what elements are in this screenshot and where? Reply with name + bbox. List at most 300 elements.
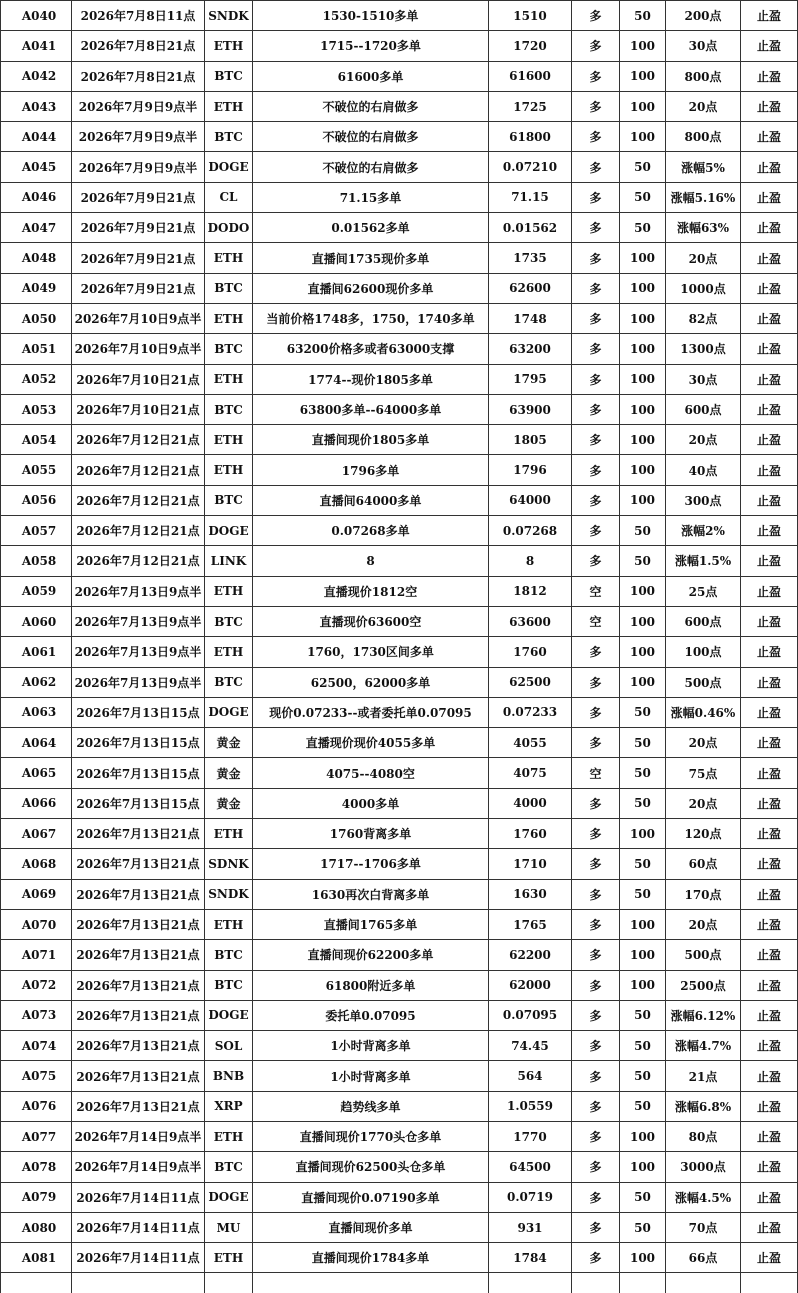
trade-description-cell: 直播间现价62500头仓多单	[253, 1152, 489, 1182]
trade-description-cell: 直播间现价1770头仓多单	[253, 1121, 489, 1151]
trade-symbol-cell: BNB	[205, 1061, 253, 1091]
trade-result-cell: 止盈	[741, 303, 798, 333]
trade-id-cell: A074	[1, 1031, 72, 1061]
trade-price-cell: 61600	[489, 61, 572, 91]
trade-date-cell: 2026年7月10日21点	[72, 394, 205, 424]
trade-direction-cell: 多	[572, 61, 620, 91]
trade-direction-cell: 多	[572, 364, 620, 394]
table-row	[1, 364, 798, 394]
trade-symbol-cell: ETH	[205, 637, 253, 667]
trade-price-cell: 1720	[489, 31, 572, 61]
trade-quantity-cell: 100	[620, 334, 666, 364]
trade-description-cell: 直播间62600现价多单	[253, 273, 489, 303]
trade-quantity-cell: 50	[620, 1182, 666, 1212]
trade-id-cell: A049	[1, 273, 72, 303]
trade-quantity-cell: 100	[620, 485, 666, 515]
trade-price-cell: 931	[489, 1212, 572, 1242]
trade-price-cell: 61800	[489, 122, 572, 152]
trade-symbol-cell: ETH	[205, 576, 253, 606]
trade-id-cell: A056	[1, 485, 72, 515]
trade-quantity-cell: 100	[620, 303, 666, 333]
trade-profit-cell: 涨幅2%	[666, 516, 741, 546]
trade-price-cell: 0.07233	[489, 697, 572, 727]
trade-id-cell: A071	[1, 940, 72, 970]
trade-symbol-cell: DOGE	[205, 516, 253, 546]
trade-description-cell: 不破位的右肩做多	[253, 152, 489, 182]
empty-cell	[620, 1273, 666, 1293]
trade-profit-cell: 300点	[666, 485, 741, 515]
table-row	[1, 1, 798, 31]
trade-profit-cell: 2500点	[666, 970, 741, 1000]
trade-id-cell: A055	[1, 455, 72, 485]
table-row	[1, 697, 798, 727]
trade-description-cell: 1630再次白背离多单	[253, 879, 489, 909]
trade-date-cell: 2026年7月14日11点	[72, 1212, 205, 1242]
trade-symbol-cell: DOGE	[205, 697, 253, 727]
trade-result-cell: 止盈	[741, 667, 798, 697]
trade-quantity-cell: 100	[620, 455, 666, 485]
trade-quantity-cell: 50	[620, 1061, 666, 1091]
trade-direction-cell: 多	[572, 546, 620, 576]
trade-direction-cell: 多	[572, 122, 620, 152]
trade-result-cell: 止盈	[741, 758, 798, 788]
trade-direction-cell: 空	[572, 606, 620, 636]
table-row	[1, 485, 798, 515]
trade-date-cell: 2026年7月14日9点半	[72, 1152, 205, 1182]
trade-description-cell: 不破位的右肩做多	[253, 122, 489, 152]
trade-description-cell: 4000多单	[253, 788, 489, 818]
trade-price-cell: 62500	[489, 667, 572, 697]
trade-id-cell: A073	[1, 1000, 72, 1030]
trade-profit-cell: 20点	[666, 243, 741, 273]
trade-result-cell: 止盈	[741, 970, 798, 1000]
trade-id-cell: A042	[1, 61, 72, 91]
trade-symbol-cell: 黄金	[205, 728, 253, 758]
empty-cell	[666, 1273, 741, 1293]
trade-description-cell: 委托单0.07095	[253, 1000, 489, 1030]
trade-quantity-cell: 100	[620, 667, 666, 697]
trade-date-cell: 2026年7月8日11点	[72, 1, 205, 31]
trade-profit-cell: 40点	[666, 455, 741, 485]
trade-symbol-cell: BTC	[205, 667, 253, 697]
trade-description-cell: 1796多单	[253, 455, 489, 485]
trade-quantity-cell: 50	[620, 516, 666, 546]
trade-quantity-cell: 100	[620, 91, 666, 121]
trade-direction-cell: 多	[572, 667, 620, 697]
trade-date-cell: 2026年7月8日21点	[72, 31, 205, 61]
trade-quantity-cell: 50	[620, 213, 666, 243]
trade-profit-cell: 800点	[666, 61, 741, 91]
trade-profit-cell: 100点	[666, 637, 741, 667]
table-row	[1, 606, 798, 636]
trade-quantity-cell: 50	[620, 1212, 666, 1242]
trade-price-cell: 71.15	[489, 182, 572, 212]
trade-id-cell: A067	[1, 819, 72, 849]
trade-profit-cell: 21点	[666, 1061, 741, 1091]
trade-date-cell: 2026年7月13日21点	[72, 940, 205, 970]
trade-id-cell: A062	[1, 667, 72, 697]
trade-symbol-cell: BTC	[205, 970, 253, 1000]
trade-description-cell: 直播间1765多单	[253, 909, 489, 939]
trade-profit-cell: 20点	[666, 909, 741, 939]
trade-id-cell: A040	[1, 1, 72, 31]
trade-description-cell: 直播间现价1805多单	[253, 425, 489, 455]
trade-price-cell: 0.0719	[489, 1182, 572, 1212]
trade-price-cell: 1795	[489, 364, 572, 394]
table-row	[1, 455, 798, 485]
trade-date-cell: 2026年7月13日21点	[72, 819, 205, 849]
trade-quantity-cell: 50	[620, 182, 666, 212]
trade-quantity-cell: 100	[620, 576, 666, 606]
trade-symbol-cell: ETH	[205, 909, 253, 939]
trade-profit-cell: 500点	[666, 667, 741, 697]
trade-direction-cell: 空	[572, 576, 620, 606]
trade-profit-cell: 170点	[666, 879, 741, 909]
trade-quantity-cell: 100	[620, 1152, 666, 1182]
table-row	[1, 788, 798, 818]
trade-price-cell: 1735	[489, 243, 572, 273]
trade-date-cell: 2026年7月13日21点	[72, 1031, 205, 1061]
trade-profit-cell: 1000点	[666, 273, 741, 303]
trade-profit-cell: 20点	[666, 425, 741, 455]
table-row	[1, 31, 798, 61]
table-row	[1, 667, 798, 697]
trade-symbol-cell: ETH	[205, 31, 253, 61]
trade-price-cell: 1510	[489, 1, 572, 31]
trade-description-cell: 直播间现价62200多单	[253, 940, 489, 970]
trade-quantity-cell: 100	[620, 394, 666, 424]
trade-symbol-cell: MU	[205, 1212, 253, 1242]
trade-date-cell: 2026年7月13日21点	[72, 1091, 205, 1121]
trade-price-cell: 564	[489, 1061, 572, 1091]
trade-profit-cell: 涨幅5%	[666, 152, 741, 182]
trade-profit-cell: 60点	[666, 849, 741, 879]
trade-profit-cell: 66点	[666, 1243, 741, 1273]
trade-result-cell: 止盈	[741, 243, 798, 273]
trade-price-cell: 1812	[489, 576, 572, 606]
trade-direction-cell: 多	[572, 152, 620, 182]
trade-direction-cell: 多	[572, 819, 620, 849]
trade-profit-cell: 20点	[666, 728, 741, 758]
trade-symbol-cell: SNDK	[205, 1, 253, 31]
trade-id-cell: A059	[1, 576, 72, 606]
trade-id-cell: A053	[1, 394, 72, 424]
trade-description-cell: 趋势线多单	[253, 1091, 489, 1121]
trade-quantity-cell: 100	[620, 31, 666, 61]
trade-description-cell: 62500，62000多单	[253, 667, 489, 697]
trade-quantity-cell: 50	[620, 1, 666, 31]
trade-price-cell: 1765	[489, 909, 572, 939]
trade-id-cell: A066	[1, 788, 72, 818]
trade-date-cell: 2026年7月13日15点	[72, 697, 205, 727]
table-row	[1, 758, 798, 788]
trade-description-cell: 63200价格多或者63000支撑	[253, 334, 489, 364]
trade-profit-cell: 涨幅6.8%	[666, 1091, 741, 1121]
trade-profit-cell: 75点	[666, 758, 741, 788]
trade-id-cell: A075	[1, 1061, 72, 1091]
trade-result-cell: 止盈	[741, 1243, 798, 1273]
trade-result-cell: 止盈	[741, 1000, 798, 1030]
trade-direction-cell: 多	[572, 334, 620, 364]
trade-direction-cell: 多	[572, 273, 620, 303]
empty-cell	[1, 1273, 72, 1293]
trade-id-cell: A078	[1, 1152, 72, 1182]
trade-direction-cell: 多	[572, 788, 620, 818]
trade-direction-cell: 多	[572, 91, 620, 121]
trade-symbol-cell: ETH	[205, 819, 253, 849]
trade-symbol-cell: BTC	[205, 394, 253, 424]
trade-profit-cell: 涨幅6.12%	[666, 1000, 741, 1030]
table-row	[1, 1152, 798, 1182]
table-row	[1, 576, 798, 606]
trade-price-cell: 0.01562	[489, 213, 572, 243]
trade-result-cell: 止盈	[741, 637, 798, 667]
trade-date-cell: 2026年7月10日9点半	[72, 334, 205, 364]
trade-quantity-cell: 50	[620, 1000, 666, 1030]
trade-id-cell: A068	[1, 849, 72, 879]
trade-description-cell: 1717--1706多单	[253, 849, 489, 879]
trade-result-cell: 止盈	[741, 1152, 798, 1182]
trade-result-cell: 止盈	[741, 728, 798, 758]
trade-date-cell: 2026年7月9日21点	[72, 243, 205, 273]
trade-symbol-cell: BTC	[205, 940, 253, 970]
trade-symbol-cell: 黄金	[205, 788, 253, 818]
trade-description-cell: 直播间现价0.07190多单	[253, 1182, 489, 1212]
trade-profit-cell: 涨幅63%	[666, 213, 741, 243]
trade-description-cell: 1760，1730区间多单	[253, 637, 489, 667]
table-row	[1, 273, 798, 303]
trade-profit-cell: 涨幅0.46%	[666, 697, 741, 727]
trade-date-cell: 2026年7月9日9点半	[72, 152, 205, 182]
trade-direction-cell: 多	[572, 940, 620, 970]
trade-price-cell: 64000	[489, 485, 572, 515]
trade-price-cell: 63900	[489, 394, 572, 424]
trade-quantity-cell: 50	[620, 788, 666, 818]
trade-description-cell: 0.07268多单	[253, 516, 489, 546]
table-row	[1, 1031, 798, 1061]
trade-id-cell: A070	[1, 909, 72, 939]
table-row	[1, 61, 798, 91]
trade-direction-cell: 多	[572, 516, 620, 546]
trade-id-cell: A052	[1, 364, 72, 394]
trade-result-cell: 止盈	[741, 788, 798, 818]
trade-id-cell: A044	[1, 122, 72, 152]
trade-quantity-cell: 50	[620, 849, 666, 879]
trade-price-cell: 1760	[489, 637, 572, 667]
trade-description-cell: 63800多单--64000多单	[253, 394, 489, 424]
trade-direction-cell: 空	[572, 758, 620, 788]
trade-description-cell: 直播现价1812空	[253, 576, 489, 606]
trade-date-cell: 2026年7月14日11点	[72, 1243, 205, 1273]
trade-result-cell: 止盈	[741, 879, 798, 909]
table-row	[1, 1061, 798, 1091]
trade-date-cell: 2026年7月8日21点	[72, 61, 205, 91]
trade-result-cell: 止盈	[741, 1212, 798, 1242]
trade-date-cell: 2026年7月9日9点半	[72, 122, 205, 152]
trade-symbol-cell: ETH	[205, 1121, 253, 1151]
trade-date-cell: 2026年7月13日9点半	[72, 637, 205, 667]
trade-description-cell: 直播现价63600空	[253, 606, 489, 636]
trade-quantity-cell: 100	[620, 273, 666, 303]
trade-quantity-cell: 100	[620, 637, 666, 667]
trade-price-cell: 64500	[489, 1152, 572, 1182]
trade-symbol-cell: BTC	[205, 334, 253, 364]
trade-date-cell: 2026年7月13日21点	[72, 909, 205, 939]
trade-direction-cell: 多	[572, 394, 620, 424]
trade-profit-cell: 涨幅5.16%	[666, 182, 741, 212]
trade-quantity-cell: 50	[620, 1091, 666, 1121]
trade-result-cell: 止盈	[741, 819, 798, 849]
trade-id-cell: A058	[1, 546, 72, 576]
table-row	[1, 1091, 798, 1121]
trade-result-cell: 止盈	[741, 152, 798, 182]
trade-date-cell: 2026年7月9日21点	[72, 182, 205, 212]
empty-cell	[253, 1273, 489, 1293]
trade-date-cell: 2026年7月13日9点半	[72, 576, 205, 606]
trade-direction-cell: 多	[572, 970, 620, 1000]
trade-date-cell: 2026年7月13日9点半	[72, 667, 205, 697]
trade-direction-cell: 多	[572, 909, 620, 939]
trade-quantity-cell: 100	[620, 909, 666, 939]
trade-result-cell: 止盈	[741, 1061, 798, 1091]
trade-result-cell: 止盈	[741, 576, 798, 606]
table-row	[1, 91, 798, 121]
empty-cell	[572, 1273, 620, 1293]
trade-result-cell: 止盈	[741, 546, 798, 576]
trade-quantity-cell: 50	[620, 546, 666, 576]
trade-date-cell: 2026年7月13日21点	[72, 879, 205, 909]
trade-price-cell: 0.07268	[489, 516, 572, 546]
trade-direction-cell: 多	[572, 879, 620, 909]
trade-price-cell: 0.07210	[489, 152, 572, 182]
table-row	[1, 849, 798, 879]
trade-quantity-cell: 100	[620, 122, 666, 152]
trade-direction-cell: 多	[572, 213, 620, 243]
trade-date-cell: 2026年7月13日21点	[72, 970, 205, 1000]
table-row	[1, 334, 798, 364]
trade-description-cell: 0.01562多单	[253, 213, 489, 243]
table-row	[1, 1243, 798, 1273]
trade-id-cell: A076	[1, 1091, 72, 1121]
trade-result-cell: 止盈	[741, 394, 798, 424]
trade-description-cell: 直播间64000多单	[253, 485, 489, 515]
trade-direction-cell: 多	[572, 1, 620, 31]
trade-profit-cell: 1300点	[666, 334, 741, 364]
trade-result-cell: 止盈	[741, 213, 798, 243]
trade-result-cell: 止盈	[741, 182, 798, 212]
trade-quantity-cell: 100	[620, 61, 666, 91]
trade-price-cell: 1760	[489, 819, 572, 849]
trade-date-cell: 2026年7月12日21点	[72, 516, 205, 546]
trade-date-cell: 2026年7月12日21点	[72, 455, 205, 485]
trade-profit-cell: 82点	[666, 303, 741, 333]
trade-direction-cell: 多	[572, 455, 620, 485]
table-row	[1, 940, 798, 970]
trade-id-cell: A077	[1, 1121, 72, 1151]
trade-id-cell: A041	[1, 31, 72, 61]
trade-result-cell: 止盈	[741, 516, 798, 546]
trade-result-cell: 止盈	[741, 909, 798, 939]
trade-description-cell: 直播现价现价4055多单	[253, 728, 489, 758]
trade-price-cell: 0.07095	[489, 1000, 572, 1030]
trade-symbol-cell: DOGE	[205, 1000, 253, 1030]
trade-symbol-cell: ETH	[205, 425, 253, 455]
trade-profit-cell: 涨幅4.5%	[666, 1182, 741, 1212]
trade-profit-cell: 涨幅1.5%	[666, 546, 741, 576]
trade-direction-cell: 多	[572, 1152, 620, 1182]
trade-quantity-cell: 100	[620, 1243, 666, 1273]
trade-id-cell: A048	[1, 243, 72, 273]
trade-description-cell: 直播间现价1784多单	[253, 1243, 489, 1273]
trade-quantity-cell: 50	[620, 152, 666, 182]
trade-description-cell: 现价0.07233--或者委托单0.07095	[253, 697, 489, 727]
trade-symbol-cell: ETH	[205, 243, 253, 273]
trade-profit-cell: 20点	[666, 91, 741, 121]
trade-result-cell: 止盈	[741, 91, 798, 121]
trade-date-cell: 2026年7月13日15点	[72, 758, 205, 788]
trade-id-cell: A061	[1, 637, 72, 667]
trade-symbol-cell: CL	[205, 182, 253, 212]
trade-description-cell: 1715--1720多单	[253, 31, 489, 61]
trade-description-cell: 71.15多单	[253, 182, 489, 212]
trade-symbol-cell: BTC	[205, 1152, 253, 1182]
trade-direction-cell: 多	[572, 1031, 620, 1061]
trade-direction-cell: 多	[572, 485, 620, 515]
trade-direction-cell: 多	[572, 1212, 620, 1242]
table-row	[1, 1121, 798, 1151]
trade-symbol-cell: ETH	[205, 303, 253, 333]
table-row	[1, 1182, 798, 1212]
trade-price-cell: 74.45	[489, 1031, 572, 1061]
trade-description-cell: 1小时背离多单	[253, 1031, 489, 1061]
trade-price-cell: 1.0559	[489, 1091, 572, 1121]
trade-symbol-cell: SNDK	[205, 879, 253, 909]
trade-symbol-cell: BTC	[205, 606, 253, 636]
trade-result-cell: 止盈	[741, 1182, 798, 1212]
trade-direction-cell: 多	[572, 849, 620, 879]
trade-description-cell: 61800附近多单	[253, 970, 489, 1000]
trade-result-cell: 止盈	[741, 1121, 798, 1151]
trade-profit-cell: 600点	[666, 606, 741, 636]
table-row	[1, 1212, 798, 1242]
table-row	[1, 909, 798, 939]
trade-direction-cell: 多	[572, 697, 620, 727]
trade-id-cell: A060	[1, 606, 72, 636]
trade-description-cell: 1760背离多单	[253, 819, 489, 849]
trade-quantity-cell: 100	[620, 940, 666, 970]
trade-direction-cell: 多	[572, 1000, 620, 1030]
trade-date-cell: 2026年7月12日21点	[72, 425, 205, 455]
trade-profit-cell: 70点	[666, 1212, 741, 1242]
trade-symbol-cell: BTC	[205, 61, 253, 91]
trade-description-cell: 1530-1510多单	[253, 1, 489, 31]
table-row	[1, 516, 798, 546]
trade-description-cell: 直播间现价多单	[253, 1212, 489, 1242]
trade-direction-cell: 多	[572, 243, 620, 273]
trade-date-cell: 2026年7月13日21点	[72, 1000, 205, 1030]
trade-direction-cell: 多	[572, 1121, 620, 1151]
table-row	[1, 728, 798, 758]
trade-quantity-cell: 50	[620, 1031, 666, 1061]
trade-result-cell: 止盈	[741, 1091, 798, 1121]
trade-result-cell: 止盈	[741, 697, 798, 727]
table-row	[1, 970, 798, 1000]
table-row	[1, 303, 798, 333]
trade-price-cell: 1748	[489, 303, 572, 333]
table-row	[1, 425, 798, 455]
trade-result-cell: 止盈	[741, 485, 798, 515]
trade-price-cell: 62000	[489, 970, 572, 1000]
